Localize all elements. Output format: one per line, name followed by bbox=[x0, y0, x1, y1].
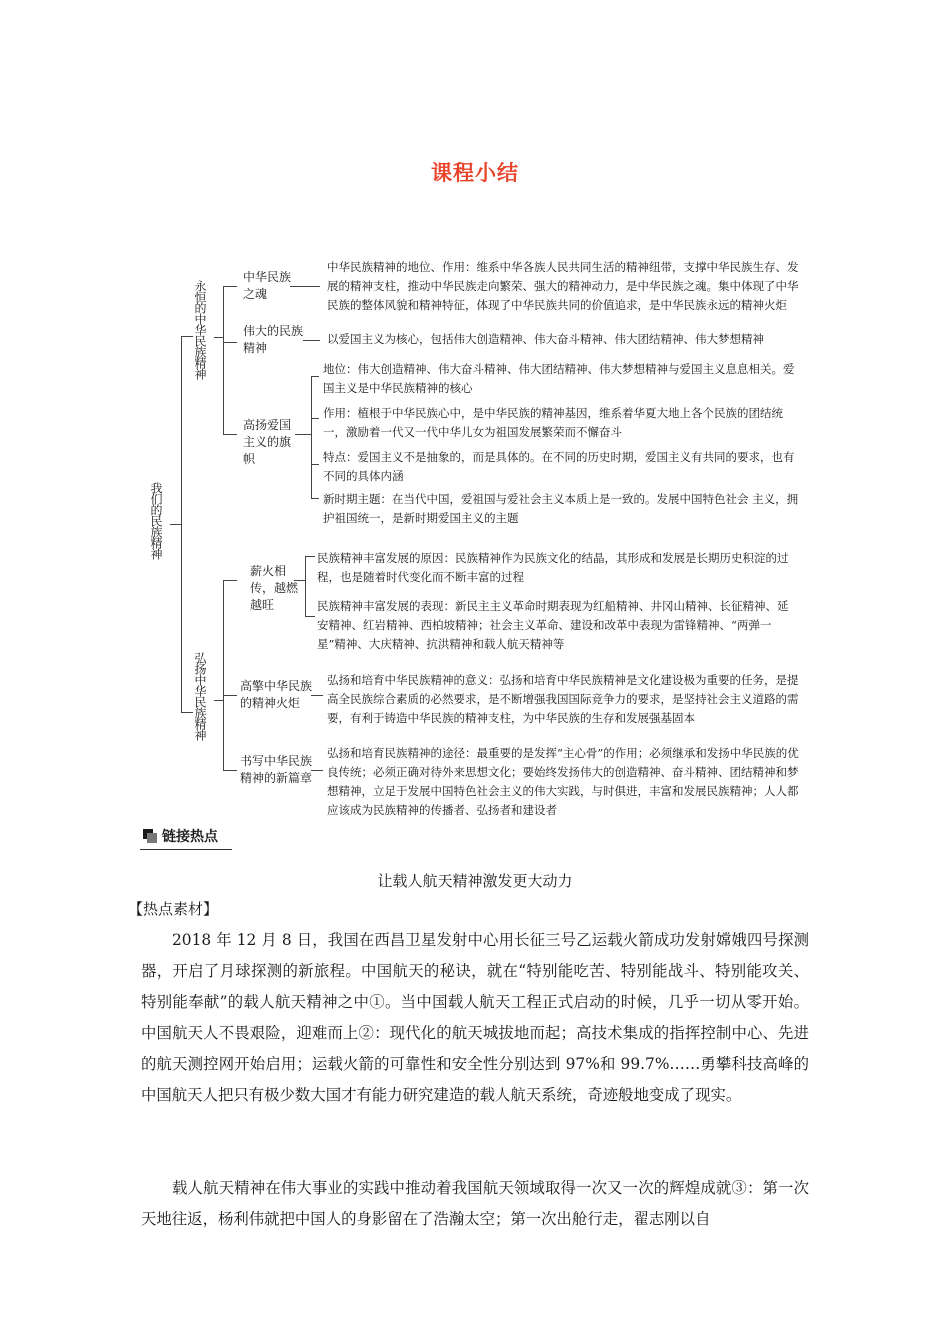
leaf-connector-6 bbox=[311, 770, 323, 771]
node-pass-on: 薪火相传，越燃越旺 bbox=[250, 564, 299, 612]
branch2-tick-c bbox=[223, 770, 237, 771]
page-title: 课程小结 bbox=[431, 161, 519, 185]
leaf-soul: 中华民族精神的地位、作用：维系中华各族人民共同生活的精神纽带，支撑中华民族生存、发展的精神支柱，推动中华民族走向繁荣、强大的精神动力，是中华民族之魂。集中体现了中华民族的整体风貌和精神特征，体现了中华民族共同的价值追求，是中华民族永远的精神火炬 bbox=[327, 260, 799, 312]
branch1-bracket bbox=[223, 286, 224, 434]
leaf-development-form: 民族精神丰富发展的表现：新民主主义革命时期表现为红船精神、井冈山精神、长征精神、延安精神、红岩精神、西柏坡精神；社会主义革命、建设和改革中表现为雷锋精神、“两弹一星”精神、大庆精神、抗洪精神和载人航天精神等 bbox=[317, 599, 789, 651]
leaf-patriotism-role: 作用：植根于中华民族心中，是中华民族的精神基因，维系着华夏大地上各个民族的团结统一，激励着一代又一代中华儿女为祖国发展繁荣而不懈奋斗 bbox=[323, 406, 783, 439]
article-paragraph: 载人航天精神在伟大事业的实践中推动着我国航天领域取得一次又一次的辉煌成就③：第一次天地往返，杨利伟就把中国人的身影留在了浩瀚太空；第一次出舱行走，翟志刚以自 bbox=[141, 1179, 809, 1228]
leaf-tick-3d bbox=[311, 498, 319, 499]
leaf-patriotism-trait: 特点：爱国主义不是抽象的，而是具体的。在不同的历史时期，爱国主义有共同的要求，也有不同的具体内涵 bbox=[323, 450, 795, 483]
branch2-tick-a bbox=[223, 580, 237, 581]
leaf-tick-3a bbox=[311, 376, 319, 377]
leaf-approach: 弘扬和培育民族精神的途径：最重要的是发挥“主心骨”的作用；必须继承和发扬中华民族的优良传统；必须正确对待外来思想文化；要始终发扬伟大的创造精神、奋斗精神、团结精神和梦想精神，立足于发展中国特色社会主义的伟大实践，与时俱进，丰富和发展民族精神；人人都应该成为民族精神的传播者、弘扬者和建设者 bbox=[327, 746, 799, 817]
branch2-bracket bbox=[223, 580, 224, 770]
leaf-tick-3c bbox=[311, 464, 319, 465]
leaf-patriotism-theme: 新时期主题：在当代中国，爱祖国与爱社会主义本质上是一致的。发展中国特色社会 主义，拥护祖国统一，是新时期爱国主义的主题 bbox=[323, 492, 799, 525]
branch1-tick-b bbox=[223, 342, 237, 343]
branch1-tick bbox=[181, 336, 193, 337]
leaf-tick-4a bbox=[305, 556, 315, 557]
node-torch: 高擎中华民族的精神火炬 bbox=[240, 679, 313, 710]
leaf-connector-5 bbox=[311, 695, 323, 696]
article-title: 让载人航天精神激发更大动力 bbox=[377, 872, 573, 890]
article-paragraph: 2018 年 12 月 8 日，我国在西昌卫星发射中心用长征三号乙运载火箭成功发射嫦娥四号探测器，开启了月球探测的新旅程。中国航天的秘诀，就在“特别能吃苦、特别能战斗、特别能攻关、特别能奉献”的载人航天精神之中①。当中国载人航天工程正式启动的时候，几乎一切从零开始。中国航天人不畏艰险，迎难而上②：现代化的航天城拔地而起；高技术集成的指挥控制中心、先进的航天测控网开始启用；运载火箭的可靠性和安全性分别达到 97%和 99.7%……勇攀科技高峰的中国航天人把只有极少数大国才有能力研究建造的载人航天系统，奇迹般地变成了现实。 bbox=[141, 931, 809, 1104]
branch1-tick-c bbox=[223, 434, 237, 435]
node-patriotism: 高扬爱国主义的旗帜 bbox=[243, 418, 292, 466]
node-soul: 中华民族之魂 bbox=[243, 270, 292, 301]
root-bracket bbox=[181, 336, 182, 712]
section-header-label: 链接热点 bbox=[162, 829, 218, 845]
square-icon bbox=[143, 829, 157, 843]
concept-map bbox=[140, 250, 820, 830]
leaf-development-reason: 民族精神丰富发展的原因：民族精神作为民族文化的结晶，其形成和发展是长期历史积淀的过程，也是随着时代变化而不断丰富的过程 bbox=[317, 551, 789, 584]
leaf-significance: 弘扬和培育中华民族精神的意义：弘扬和培育中华民族精神是文化建设极为重要的任务，是提高全民族综合素质的必然要求，是不断增强我国国际竞争力的要求，是坚持社会主义道路的需要，有利于铸造中华民族的精神支柱，为中华民族的生存和发展强基固本 bbox=[327, 673, 799, 725]
article-tag: 【热点素材】 bbox=[128, 900, 219, 918]
branch1-tick-a bbox=[223, 286, 237, 287]
branch2-label: 弘扬中华民族精神 bbox=[193, 652, 207, 740]
branch2-tick-b bbox=[223, 695, 237, 696]
leaf-tick-4b bbox=[305, 616, 315, 617]
leaf-great-spirit: 以爱国主义为核心，包括伟大创造精神、伟大奋斗精神、伟大团结精神、伟大梦想精神 bbox=[327, 332, 764, 346]
node-great-spirit: 伟大的民族精神 bbox=[243, 324, 304, 355]
leaf-bracket-4 bbox=[305, 556, 306, 616]
leaf-tick-3b bbox=[311, 418, 319, 419]
root-label: 我们的民族精神 bbox=[149, 482, 163, 559]
branch1-label: 永恒的中华民族精神 bbox=[193, 280, 207, 379]
leaf-patriotism-status: 地位：伟大创造精神、伟大奋斗精神、伟大团结精神、伟大梦想精神与爱国主义息息相关。爱国主义是中华民族精神的核心 bbox=[323, 362, 795, 395]
leaf-bracket-3 bbox=[311, 376, 312, 498]
node-new-chapter: 书写中华民族精神的新篇章 bbox=[240, 754, 313, 785]
branch2-tick bbox=[181, 712, 193, 713]
section-header bbox=[140, 826, 232, 850]
leaf-connector-2 bbox=[303, 340, 320, 341]
